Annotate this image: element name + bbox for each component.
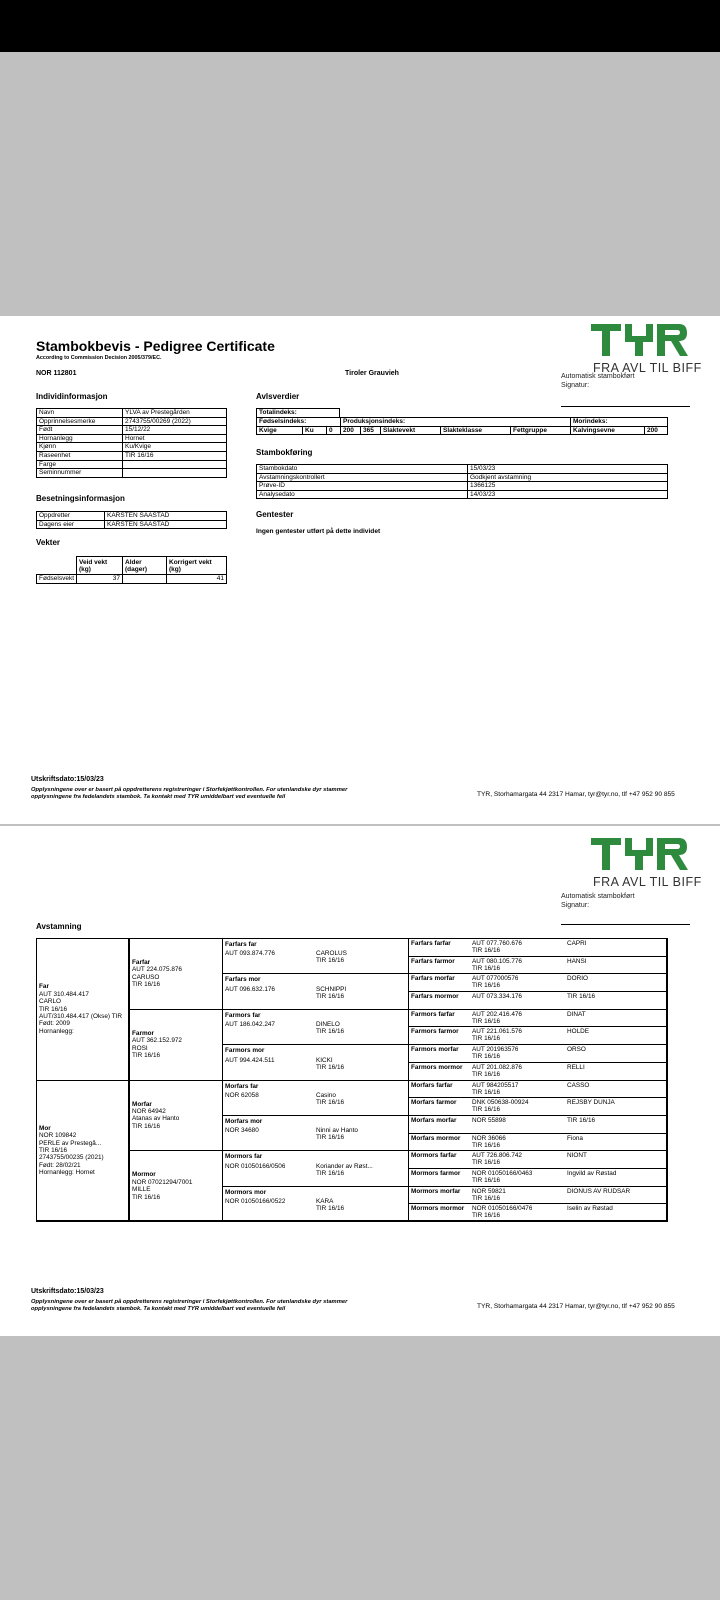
vekter-table [36, 556, 227, 584]
stambok-row [257, 473, 668, 482]
pedigree-mor-line: PERLE av Prestegå... [39, 1139, 102, 1147]
pedigree-g4-title: Farfars farfar [411, 940, 451, 947]
vekter-col-veid: Veid vekt (kg) [77, 557, 123, 575]
pedigree-mormor-title: Mormor [132, 1171, 156, 1179]
tyr-logo-2 [591, 838, 702, 889]
pedigree-g4-breed: TIR 16/16 [472, 947, 501, 954]
individ-value: TIR 16/16 [123, 451, 227, 460]
pedigree-g3-name: DINELO [316, 1021, 340, 1029]
pedigree-mor-line: Hornanlegg: Hornet [39, 1169, 95, 1177]
pedigree-g4-id: AUT 073.334.176 [472, 993, 522, 1001]
pedigree-g4-id: AUT 221.061.576 [472, 1028, 522, 1036]
pedigree-g3-breed: TIR 16/16 [316, 1098, 345, 1106]
stambok-value: Godkjent avstamning [468, 473, 668, 482]
pedigree-g4-cell [408, 1186, 668, 1205]
morindeks-label: Morindeks: [571, 418, 668, 427]
pedigree-g3-title: Mormors mor [225, 1188, 267, 1196]
pedigree-g3-title: Morfars far [225, 1082, 259, 1090]
pedigree-g4-cell [408, 1097, 668, 1116]
pedigree-g4-title: Mormors farmor [411, 1169, 461, 1177]
pedigree-g3-id: AUT 093.874.776 [225, 950, 275, 958]
pedigree-far-title: Far [39, 983, 49, 991]
footer-note-2: Opplysningene over er basert på oppdretterens registreringer i Storfekjøttkontrollen. For utenlandske dyr stammer opplysningene fra fedelandets stambok. Ta kontakt med TYR umiddelbart ved eventuelle feil [31, 1299, 348, 1312]
individ-heading: Individinformasjon [36, 392, 108, 401]
pedigree-g3-id: NOR 01050166/0506 [225, 1162, 286, 1170]
pedigree-g3-title: Farfars far [225, 941, 257, 948]
pedigree-mor [36, 1080, 129, 1223]
besetning-heading: Besetningsinformasjon [36, 494, 125, 503]
pedigree-morfar-line: TIR 16/16 [132, 1122, 161, 1130]
pedigree-far-line: CARLO [39, 998, 62, 1006]
pedigree-g4-cell [408, 1150, 668, 1169]
pedigree-g3-row [225, 1127, 406, 1143]
fodselsindeks-label: Fødselsindeks: [257, 418, 341, 427]
pedigree-g4-cell [408, 938, 668, 957]
individ-row [37, 409, 227, 418]
individ-value: Hornet [123, 434, 227, 443]
kvige-label: Kvige [257, 426, 303, 435]
individ-value [123, 469, 227, 478]
pedigree-far-line: AUT/310.484.417 (Okse) TIR [39, 1012, 122, 1020]
pedigree-mor-line: 2743755/00235 (2021) [39, 1154, 104, 1162]
pedigree-farfar-title: Farfar [132, 959, 151, 967]
pedigree-g4-name: DIONUS AV RUDSAR [567, 1187, 631, 1195]
footer-address-2: TYR, Storhamargata 44 2317 Hamar, tyr@tyr.no, tlf +47 952 90 855 [477, 1303, 675, 1310]
signature-line [561, 406, 690, 407]
vekter-korr: 41 [167, 575, 227, 584]
pedigree-morfar-title: Morfar [132, 1100, 152, 1108]
pedigree-g3-breed: TIR 16/16 [316, 957, 345, 965]
pedigree-g4-title: Farfars farmor [411, 957, 455, 965]
gentester-heading: Gentester [256, 510, 294, 519]
pedigree-g3-title: Mormors far [225, 1153, 263, 1161]
pedigree-g3-cell [222, 1044, 409, 1080]
pedigree-g3-title: Farfars mor [225, 976, 261, 984]
besetning-value: KARSTEN SAASTAD [105, 520, 227, 529]
pedigree-farfar-line: CARUSO [132, 973, 160, 981]
pedigree-g4-breed: TIR 16/16 [472, 1141, 501, 1149]
pedigree-g4-breed: TIR 16/16 [472, 1088, 501, 1096]
pedigree-g4-id: AUT 077000576 [472, 975, 519, 983]
pedigree-mor-title: Mor [39, 1124, 51, 1132]
pedigree-g3-cell [222, 973, 409, 1009]
individ-row [37, 443, 227, 452]
pedigree-g4-breed: TIR 16/16 [472, 1194, 501, 1202]
vekter-heading: Vekter [36, 538, 61, 547]
pedigree-g3-id: NOR 01050166/0522 [225, 1198, 286, 1206]
pedigree-g4-id: NOR 59821 [472, 1187, 506, 1195]
pedigree-mor-line: TIR 16/16 [39, 1147, 68, 1155]
auto-stambokfort [561, 372, 635, 390]
pedigree-g4-id: AUT 726.806.742 [472, 1152, 522, 1160]
pedigree-g4-title: Morfars morfar [411, 1116, 457, 1124]
pedigree-g4-title: Mormors morfar [411, 1187, 461, 1195]
fettgruppe-label: Fettgruppe [511, 426, 571, 435]
avlsverdier-heading: Avlsverdier [256, 392, 300, 401]
pedigree-g3-row [225, 986, 406, 1002]
tyr-logo-mark [591, 324, 689, 358]
status-bar [0, 0, 720, 52]
pedigree-g4-title: Farfars morfar [411, 975, 455, 983]
besetning-label: Oppdretter [37, 512, 105, 521]
besetning-row [37, 520, 227, 529]
pedigree-g4-breed: TIR 16/16 [472, 1035, 501, 1043]
pedigree-g4-name: CASSO [567, 1081, 590, 1089]
pedigree-g4-name: DINAT [567, 1010, 586, 1018]
pedigree-g4-cell [408, 1133, 668, 1152]
pedigree-g3-id: AUT 186.042.247 [225, 1021, 275, 1029]
pedigree-g4-title: Farmors farfar [411, 1010, 455, 1018]
stambok-label: Stambokdato [257, 465, 468, 474]
pedigree-g3-cell [222, 1150, 409, 1186]
pedigree-far [36, 938, 129, 1081]
ku-label: Ku [303, 426, 327, 435]
pedigree-g4-name: DORIO [567, 975, 588, 983]
pedigree-g3-cell [222, 1115, 409, 1151]
individ-row [37, 469, 227, 478]
pedigree-g4-breed: TIR 16/16 [472, 1176, 501, 1184]
pedigree-g3-name: Koriander av Røst... [316, 1162, 373, 1170]
pedigree-g4-id: AUT 984205517 [472, 1081, 519, 1089]
pedigree-g3-row [225, 1163, 406, 1179]
stambok-heading: Stambokføring [256, 448, 313, 457]
stambok-value: 15/03/23 [468, 465, 668, 474]
pedigree-g4-cell [408, 1026, 668, 1045]
auto-stambokfort-2 [561, 892, 635, 910]
pedigree-g3-title: Farmors far [225, 1011, 261, 1019]
besetning-value: KARSTEN SAASTAD [105, 512, 227, 521]
pedigree-g4-title: Morfars mormor [411, 1134, 461, 1142]
pedigree-g4-id: AUT 077.760.676 [472, 940, 522, 947]
individ-label: Hornanlegg [37, 434, 123, 443]
pedigree-g4-title: Farmors mormor [411, 1063, 463, 1071]
pedigree-g4-cell [408, 1044, 668, 1063]
tyr-logo [591, 324, 702, 375]
pedigree-g4-name: RELLI [567, 1063, 585, 1071]
pedigree-g4-name: TIR 16/16 [567, 993, 596, 1001]
certificate-page-2 [0, 826, 720, 1336]
pedigree-far-line: Hornanlegg: [39, 1027, 74, 1035]
pedigree-g3-id: NOR 34680 [225, 1127, 259, 1135]
pedigree-g4-name: NIONT [567, 1152, 587, 1160]
pedigree-g4-id: DNK 050638-00924 [472, 1099, 529, 1107]
pedigree-g3-name: KARA [316, 1198, 334, 1206]
individ-row [37, 434, 227, 443]
individ-row [37, 426, 227, 435]
individ-label: Seminnummer [37, 469, 123, 478]
produksjonsindeks-label: Produksjonsindeks: [341, 418, 511, 427]
pedigree-g4-id: AUT 201.082.876 [472, 1063, 522, 1071]
individ-value: Ku/Kvige [123, 443, 227, 452]
pedigree-g4-title: Mormors farfar [411, 1152, 457, 1160]
pedigree-far-line: TIR 16/16 [39, 1005, 68, 1013]
pedigree-mor-line: NOR 109842 [39, 1132, 77, 1140]
stambok-table [256, 464, 668, 499]
individ-value: YLVA av Prestegården [123, 409, 227, 418]
individ-label: Opprinnelsesmerke [37, 417, 123, 426]
pedigree-g3-row [225, 1198, 406, 1214]
vekter-row-label: Fødselsvekt [37, 575, 77, 584]
indeks-table [256, 417, 668, 435]
pedigree-g4-cell [408, 1009, 668, 1028]
footer-note: Opplysningene over er basert på oppdretterens registreringer i Storfekjøttkontrollen. For utenlandske dyr stammer opplysningene fra fedelandets stambok. Ta kontakt med TYR umiddelbart ved eventuelle feil [31, 787, 348, 800]
pedigree-g4-id: NOR 55898 [472, 1116, 506, 1124]
pedigree-chart [36, 938, 667, 1221]
pedigree-g3-breed: TIR 16/16 [316, 1205, 345, 1213]
pedigree-g4-id: AUT 202.416.476 [472, 1010, 522, 1018]
pedigree-g4-cell [408, 973, 668, 992]
pedigree-g4-breed: TIR 16/16 [472, 1106, 501, 1114]
value-365: 365 [361, 426, 381, 435]
pedigree-g4-cell [408, 1203, 668, 1222]
slakteklasse-label: Slakteklasse [441, 426, 511, 435]
pedigree-g3-breed: TIR 16/16 [316, 1063, 345, 1071]
pedigree-g4-breed: TIR 16/16 [472, 1070, 501, 1078]
pedigree-g4-cell [408, 1062, 668, 1081]
pedigree-g4-title: Farmors morfar [411, 1046, 459, 1054]
pedigree-g3-breed: TIR 16/16 [316, 992, 345, 1000]
pedigree-g3-row [225, 1092, 406, 1108]
pedigree-g4-id: AUT 080.105.776 [472, 957, 522, 965]
individ-label: Farge [37, 460, 123, 469]
pedigree-farfar [129, 938, 223, 1010]
pedigree-g3-breed: TIR 16/16 [316, 1028, 345, 1036]
pedigree-g3-cell [222, 938, 409, 974]
pedigree-g3-name: SCHNIPPI [316, 985, 347, 993]
pedigree-g4-cell [408, 956, 668, 975]
individ-label: Navn [37, 409, 123, 418]
avstamning-heading: Avstamning [36, 922, 82, 931]
vekter-veid: 37 [77, 575, 123, 584]
vekter-col-korr: Korrigert vekt (kg) [167, 557, 227, 575]
individ-label: Kjønn [37, 443, 123, 452]
pedigree-mormor-line: TIR 16/16 [132, 1193, 161, 1201]
pedigree-g4-name: Iselin av Røstad [567, 1205, 613, 1213]
pedigree-g4-breed: TIR 16/16 [472, 1017, 501, 1025]
pedigree-g4-breed: TIR 16/16 [472, 1159, 501, 1167]
auto-label: Automatisk stambokført [561, 373, 635, 380]
pedigree-g4-id: NOR 36066 [472, 1134, 506, 1142]
print-date-2: Utskriftsdato:15/03/23 [31, 1288, 104, 1295]
pedigree-g3-breed: TIR 16/16 [316, 1134, 345, 1142]
signature-label-2: Signatur: [561, 902, 590, 909]
pedigree-g4-id: NOR 01050166/0476 [472, 1205, 533, 1213]
pedigree-g4-title: Farfars mormor [411, 993, 459, 1001]
pedigree-morfar-line: Atanas av Hanto [132, 1115, 180, 1123]
pedigree-g3-name: KICKI [316, 1056, 333, 1064]
pedigree-g3-title: Morfars mor [225, 1117, 263, 1125]
stambok-row [257, 465, 668, 474]
pedigree-g4-title: Morfars farmor [411, 1099, 457, 1107]
stambok-label: Avstamningskontrollert [257, 473, 468, 482]
vekter-alder [123, 575, 167, 584]
individ-value: 2743755/00269 (2022) [123, 417, 227, 426]
kalvingsevne-label: Kalvingsevne [571, 426, 645, 435]
value-200b: 200 [645, 426, 668, 435]
pedigree-g3-row [225, 950, 406, 966]
pedigree-g4-cell [408, 1168, 668, 1187]
pedigree-g3-cell [222, 1186, 409, 1222]
page-title: Stambokbevis - Pedigree Certificate [36, 338, 275, 354]
pedigree-far-line: AUT 310.484.417 [39, 990, 89, 998]
pedigree-g4-breed: TIR 16/16 [472, 982, 501, 990]
tyr-slogan-2: FRA AVL TIL BIFF [593, 875, 702, 889]
pedigree-g3-name: Ninni av Hanto [316, 1127, 358, 1135]
individ-row [37, 417, 227, 426]
print-date: Utskriftsdato:15/03/23 [31, 776, 104, 783]
pedigree-g4-title: Farmors farmor [411, 1028, 459, 1036]
pedigree-farmor-title: Farmor [132, 1029, 155, 1037]
pedigree-far-line: Født: 2009 [39, 1020, 70, 1028]
pedigree-mormor-line: MILLE [132, 1186, 151, 1194]
value-200: 200 [341, 426, 361, 435]
pedigree-farmor [129, 1009, 223, 1081]
pedigree-g4-cell [408, 991, 668, 1010]
pedigree-g4-cell [408, 1080, 668, 1099]
stambok-label: Prøve-ID [257, 482, 468, 491]
besetning-row [37, 512, 227, 521]
pedigree-mormor [129, 1150, 223, 1222]
pedigree-g3-row [225, 1057, 406, 1073]
pedigree-g3-id: NOR 62058 [225, 1091, 259, 1099]
pedigree-morfar [129, 1080, 223, 1152]
pedigree-g4-title: Mormors mormor [411, 1205, 465, 1213]
pedigree-g3-breed: TIR 16/16 [316, 1169, 345, 1177]
pedigree-farmor-line: AUT 362.152.972 [132, 1037, 182, 1045]
stambok-row [257, 490, 668, 499]
stambok-row [257, 482, 668, 491]
individ-table [36, 408, 227, 478]
pedigree-morfar-line: NOR 64942 [132, 1107, 166, 1115]
signature-line-2 [561, 924, 690, 925]
individ-value: 15/12/22 [123, 426, 227, 435]
pedigree-g4-name: ORSO [567, 1046, 586, 1054]
individ-row [37, 451, 227, 460]
vekter-col-alder: Alder (dager) [123, 557, 167, 575]
signature-label: Signatur: [561, 382, 590, 389]
pedigree-g4-name: TIR 16/16 [567, 1116, 596, 1124]
individ-label: Raseenhet [37, 451, 123, 460]
pedigree-g3-id: AUT 994.424.511 [225, 1056, 275, 1064]
pedigree-g3-row [225, 1021, 406, 1037]
besetning-label: Dagens eier [37, 520, 105, 529]
page-subtitle: According to Commission Decision 2005/379/EC. [36, 355, 162, 361]
certificate-page-1 [0, 316, 720, 824]
pedigree-g3-cell [222, 1009, 409, 1045]
stambok-value: 1366125 [468, 482, 668, 491]
pedigree-g4-name: Ingvild av Røstad [567, 1169, 617, 1177]
gentester-text: Ingen gentester utført på dette individet [256, 528, 381, 535]
pedigree-mormor-line: NOR 07021294/7001 [132, 1178, 193, 1186]
pedigree-g4-title: Morfars farfar [411, 1081, 453, 1089]
pedigree-g3-name: CAROLUS [316, 950, 347, 958]
individ-label: Født [37, 426, 123, 435]
pedigree-farmor-line: TIR 16/16 [132, 1052, 161, 1060]
individ-row [37, 460, 227, 469]
pedigree-g3-title: Farmors mor [225, 1047, 265, 1055]
breed-name: Tiroler Grauvieh [345, 370, 399, 377]
animal-id: NOR 112801 [36, 370, 77, 377]
value-0: 0 [327, 426, 341, 435]
footer-address: TYR, Storhamargata 44 2317 Hamar, tyr@tyr.no, tlf +47 952 90 855 [477, 791, 675, 798]
pedigree-g4-name: HANSI [567, 957, 587, 965]
individ-value [123, 460, 227, 469]
stambok-label: Analysedato [257, 490, 468, 499]
slaktevekt-label: Slaktevekt [381, 426, 441, 435]
stambok-value: 14/03/23 [468, 490, 668, 499]
besetning-table [36, 511, 227, 529]
pedigree-g4-breed: TIR 16/16 [472, 1212, 501, 1220]
pedigree-g4-name: REJSBY DUNJA [567, 1099, 615, 1107]
pedigree-g4-breed: TIR 16/16 [472, 1053, 501, 1061]
pedigree-mor-line: Født: 28/02/21 [39, 1161, 81, 1169]
pedigree-g4-cell [408, 1115, 668, 1134]
pedigree-g4-name: HOLDE [567, 1028, 590, 1036]
pedigree-g3-name: Casino [316, 1091, 336, 1099]
tyr-slogan: FRA AVL TIL BIFF [593, 361, 702, 375]
pedigree-farmor-line: ROSI [132, 1044, 148, 1052]
totalindeks-label: Totalindeks: [257, 409, 340, 418]
pedigree-g4-name: Fiona [567, 1134, 583, 1142]
pedigree-g3-cell [222, 1080, 409, 1116]
auto-label-2: Automatisk stambokført [561, 893, 635, 900]
tyr-logo-mark-2 [591, 838, 689, 872]
pedigree-g4-id: NOR 01050166/0463 [472, 1169, 533, 1177]
pedigree-g3-id: AUT 096.632.176 [225, 985, 275, 993]
pedigree-farfar-line: AUT 224.075.876 [132, 966, 182, 974]
pedigree-g4-id: AUT 201963576 [472, 1046, 519, 1054]
pedigree-farfar-line: TIR 16/16 [132, 981, 161, 989]
pedigree-g4-name: CAPRI [567, 940, 587, 947]
pedigree-g4-breed: TIR 16/16 [472, 964, 501, 972]
